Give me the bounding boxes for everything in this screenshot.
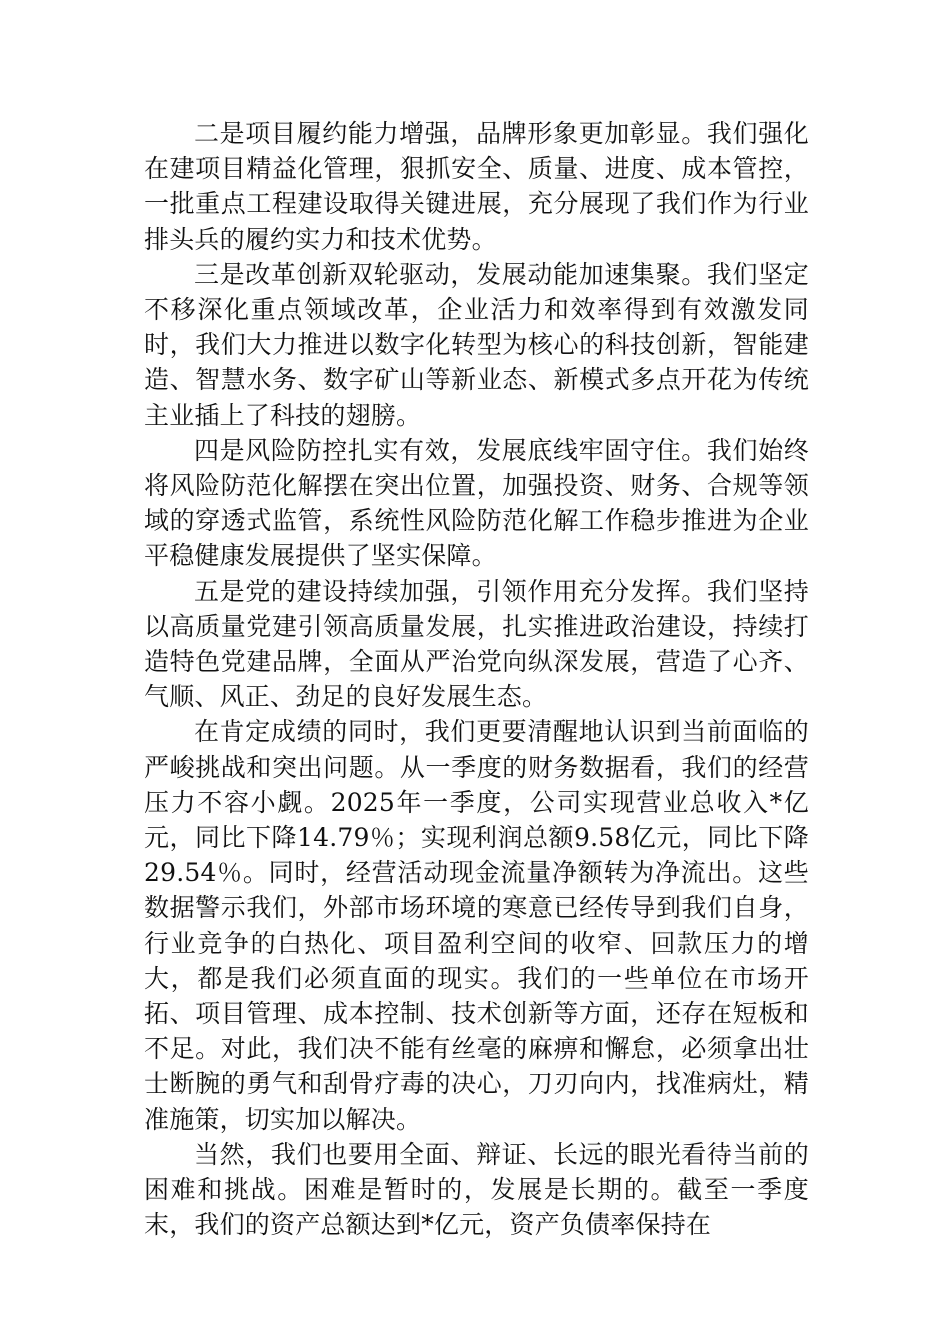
paragraph-project-performance: 二是项目履约能力增强，品牌形象更加彰显。我们强化在建项目精益化管理，狠抓安全、质量、进度、成本管控，一批重点工程建设取得关键进展，充分展现了我们作为行业排头兵的履约实力和技术优势。: [144, 119, 809, 254]
paragraph-risk-control: 四是风险防控扎实有效，发展底线牢固守住。我们始终将风险防范化解摆在突出位置，加强投资、财务、合规等领域的穿透式监管，系统性风险防范化解工作稳步推进为企业平稳健康发展提供了坚实保障。: [144, 435, 809, 571]
paragraph-challenges: 在肯定成绩的同时，我们更要清醒地认识到当前面临的严峻挑战和突出问题。从一季度的财务数据看，我们的经营压力不容小觑。2025年一季度，公司实现营业总收入*亿元，同比下降14.79％；实现利润总额9.58亿元，同比下降29.54％。同时，经营活动现金流量净额转为净流出。这些数据警示我们，外部市场环境的寒意已经传导到我们自身，行业竞争的白热化、项目盈利空间的收窄、回款压力的增大，都是我们必须直面的现实。我们的一些单位在市场开拓、项目管理、成本控制、技术创新等方面，还存在短板和不足。对此，我们决不能有丝毫的麻痹和懈怠，必须拿出壮士断腕的勇气和刮骨疗毒的决心，刀刃向内，找准病灶，精准施策，切实加以解决。: [144, 717, 809, 1134]
paragraph-party-building: 五是党的建设持续加强，引领作用充分发挥。我们坚持以高质量党建引领高质量发展，扎实推进政治建设，持续打造特色党建品牌，全面从严治党向纵深发展，营造了心齐、气顺、风正、劲足的良好发展生态。: [144, 576, 809, 712]
paragraph-reform-innovation: 三是改革创新双轮驱动，发展动能加速集聚。我们坚定不移深化重点领域改革，企业活力和效率得到有效激发同时，我们大力推进以数字化转型为核心的科技创新，智能建造、智慧水务、数字矿山等新业态、新模式多点开花为传统主业插上了科技的翅膀。: [144, 259, 809, 430]
document-body: [144, 116, 809, 1243]
paragraph-outlook: 当然，我们也要用全面、辩证、长远的眼光看待当前的困难和挑战。困难是暂时的，发展是长期的。截至一季度末，我们的资产总额达到*亿元，资产负债率保持在: [144, 1139, 809, 1240]
